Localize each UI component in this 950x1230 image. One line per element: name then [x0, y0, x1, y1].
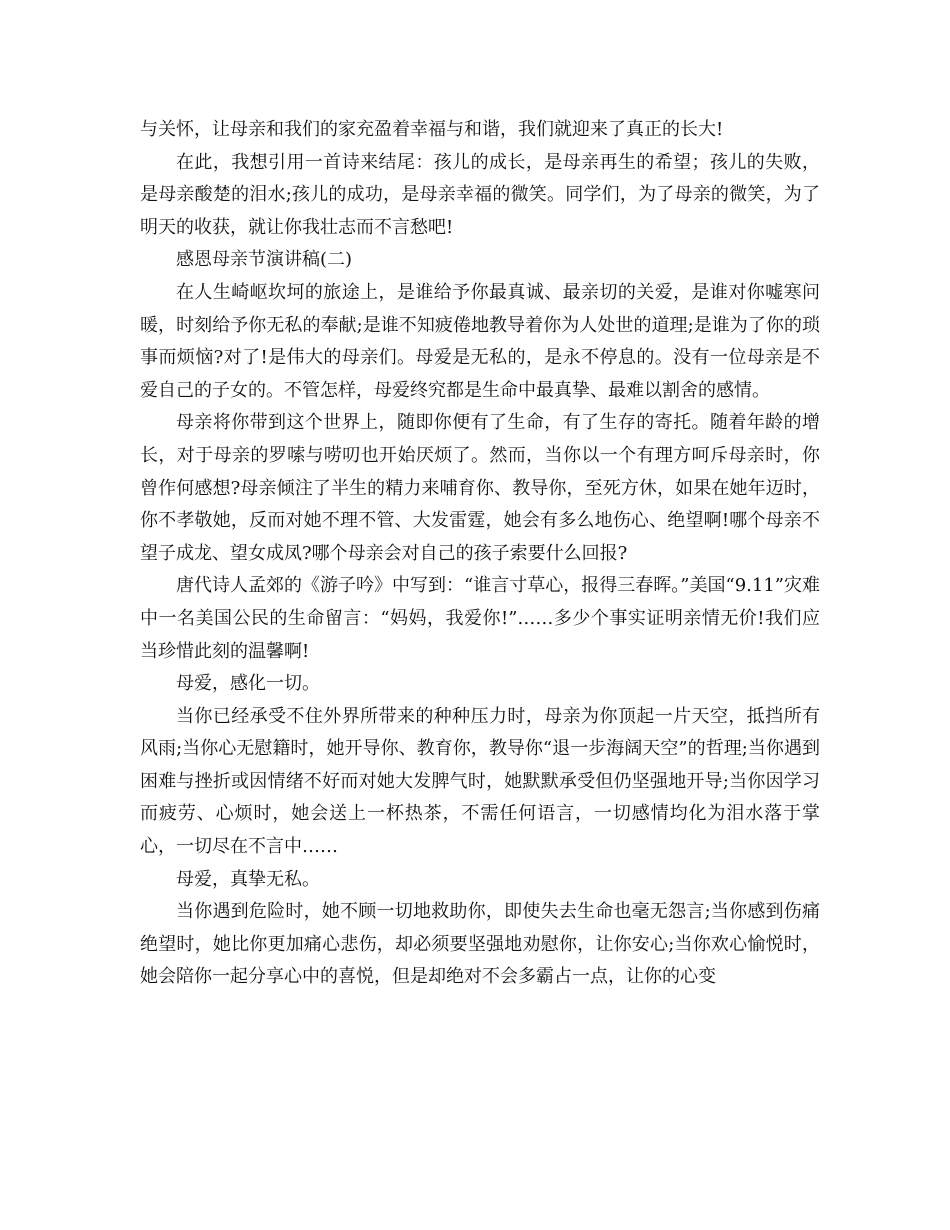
paragraph: 母爱，感化一切。 [176, 673, 320, 695]
paragraph: 当你已经承受不住外界所带来的种种压力时，母亲为你顶起一片天空，抵挡所有风雨;当你心无慰籍时，她开导你、教育你，教导你“退一步海阔天空”的哲理;当你遇到困难与挫折或因情绪不好而对她大发脾气时，她默默承受但仍坚强地开导;当你因学习而疲劳、心烦时，她会送上一杯热茶，不需任何语言，一切感情均化为泪水落于掌心，一切尽在不言中…… [140, 705, 820, 858]
paragraph: 母亲将你带到这个世界上，随即你便有了生命，有了生存的寄托。随着年龄的增长，对于母亲的罗嗦与唠叨也开始厌烦了。然而，当你以一个有理方呵斥母亲时，你曾作何感想?母亲倾注了半生的精力来哺育你、教导你，至死方休，如果在她年迈时，你不孝敬她，反而对她不理不管、大发雷霆，她会有多么地伤心、绝望啊!哪个母亲不望子成龙、望女成凤?哪个母亲会对自己的孩子索要什么回报? [140, 412, 820, 564]
paragraph: 当你遇到危险时，她不顾一切地救助你，即使失去生命也毫无怨言;当你感到伤痛绝望时，她比你更加痛心悲伤，却必须要坚强地劝慰你，让你安心;当你欢心愉悦时，她会陪你一起分享心中的喜悦，但是却绝对不会多霸占一点，让你的心变 [140, 901, 820, 988]
paragraph: 与关怀，让母亲和我们的家充盈着幸福与和谐，我们就迎来了真正的长大! [140, 119, 724, 140]
paragraph: 母爱，真挚无私。 [176, 868, 320, 890]
section-heading: 感恩母亲节演讲稿(二) [176, 249, 353, 271]
paragraph: 唐代诗人孟郊的《游子吟》中写到：“谁言寸草心，报得三春晖。”美国“9.11”灾难中一名美国公民的生命留言：“妈妈，我爱你!”……多少个事实证明亲情无价!我们应当珍惜此刻的温馨啊! [140, 575, 820, 662]
paragraph: 在人生崎岖坎坷的旅途上，是谁给予你最真诚、最亲切的关爱，是谁对你嘘寒问暖，时刻给予你无私的奉献;是谁不知疲倦地教导着你为人处世的道理;是谁为了你的琐事而烦恼?对了!是伟大的母亲们。母爱是无私的，是永不停息的。没有一位母亲是不爱自己的子女的。不管怎样，母爱终究都是生命中最真挚、最难以割舍的感情。 [140, 281, 820, 401]
paragraph: 在此，我想引用一首诗来结尾：孩儿的成长，是母亲再生的希望；孩儿的失败，是母亲酸楚的泪水;孩儿的成功，是母亲幸福的微笑。同学们，为了母亲的微笑，为了明天的收获，就让你我壮志而不言愁吧! [140, 151, 820, 238]
document-body [140, 114, 820, 994]
